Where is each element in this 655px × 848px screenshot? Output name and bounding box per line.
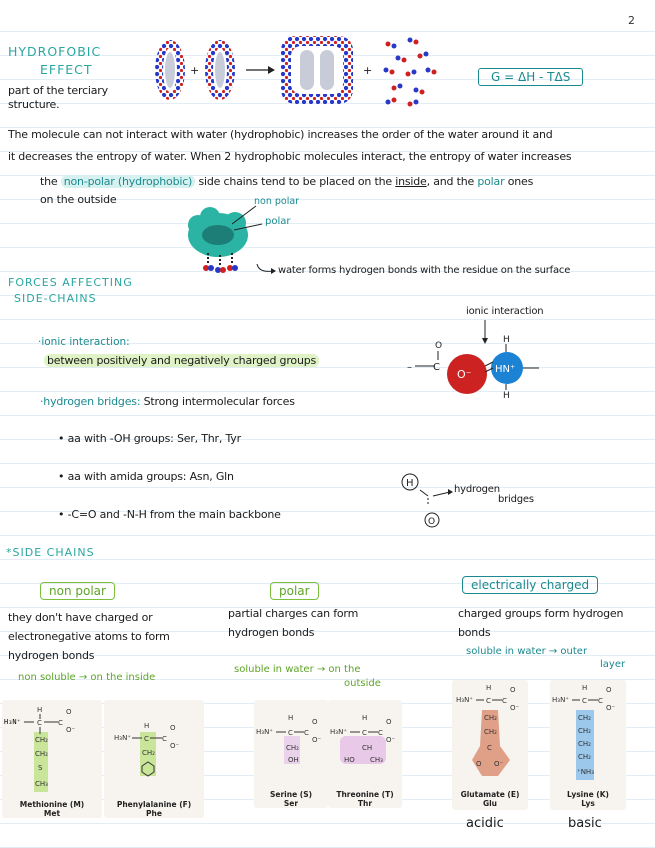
svg-text:O: O — [435, 341, 443, 351]
charged-solubility — [466, 645, 625, 671]
svg-text:H₃N⁺: H₃N⁺ — [4, 718, 21, 726]
svg-text:HN⁺: HN⁺ — [495, 364, 516, 375]
svg-text:C: C — [362, 729, 367, 737]
svg-text:⁺NH₃: ⁺NH₃ — [577, 768, 595, 776]
svg-text:O⁻: O⁻ — [170, 742, 180, 750]
svg-text:C: C — [598, 697, 603, 705]
lysine-structure — [550, 680, 626, 786]
lysine-card — [550, 680, 626, 810]
svg-text:C: C — [58, 719, 63, 727]
svg-text:CH₃: CH₃ — [370, 756, 383, 764]
text-sidechains: side chains tend to be placed on the — [198, 175, 392, 188]
svg-text:H: H — [503, 391, 510, 401]
svg-text:C: C — [37, 719, 42, 727]
polar-description — [228, 604, 358, 642]
glutamate-abbr: Glu — [482, 799, 498, 808]
svg-text:HO: HO — [344, 756, 355, 764]
svg-text:C: C — [487, 744, 492, 752]
svg-text:H₃N⁺: H₃N⁺ — [330, 728, 348, 736]
svg-text:OH: OH — [288, 756, 299, 764]
svg-text:O⁻: O⁻ — [510, 704, 520, 712]
hbridge-text: Strong intermolecular forces — [143, 395, 295, 408]
svg-text:CH₂: CH₂ — [578, 753, 591, 761]
text-on-the-outside: on the outside — [40, 193, 117, 206]
svg-text:CH: CH — [362, 744, 373, 752]
nonpolar-text-2: electronegative atoms to form — [8, 630, 170, 643]
svg-text:O: O — [386, 718, 392, 726]
svg-text:H: H — [144, 722, 150, 730]
svg-text:CH₂: CH₂ — [35, 736, 48, 744]
hbridge-bullet-oh: • aa with -OH groups: Ser, Thr, Tyr — [58, 432, 241, 445]
svg-text:O⁻: O⁻ — [66, 726, 76, 734]
charged-text-2: bonds — [458, 626, 491, 639]
curved-arrow-icon — [255, 262, 277, 276]
svg-text:H: H — [503, 335, 510, 345]
hydrophobic-effect-diagram — [148, 30, 468, 110]
svg-text:CH₂: CH₂ — [286, 744, 299, 752]
svg-text:C: C — [582, 697, 587, 705]
glutamate-structure — [452, 680, 528, 786]
svg-text:H: H — [288, 714, 294, 722]
charged-description — [458, 604, 623, 642]
svg-text:C: C — [288, 729, 293, 737]
svg-text:O⁻: O⁻ — [606, 704, 616, 712]
svg-text:H₃N⁺: H₃N⁺ — [114, 734, 132, 742]
serine-structure — [254, 700, 328, 786]
polar-solubility-2: outside — [344, 678, 381, 689]
polar-text-2: hydrogen bonds — [228, 626, 315, 639]
hbridge-heading: ·hydrogen bridges: — [40, 395, 141, 408]
svg-text:O⁻: O⁻ — [312, 736, 322, 744]
phenylalanine-structure — [104, 700, 204, 796]
polar-box: polar — [270, 582, 319, 600]
polar-solubility — [234, 663, 381, 691]
svg-text:O: O — [510, 686, 516, 694]
methionine-name: Methionine (M) — [19, 800, 85, 809]
polar-word: polar — [477, 175, 505, 188]
methionine-card — [2, 700, 102, 818]
phenylalanine-name: Phenylalanine (F) — [116, 800, 192, 809]
svg-text:O: O — [606, 686, 612, 694]
text-the: the — [40, 175, 58, 188]
svg-text:H₃N⁺: H₃N⁺ — [256, 728, 274, 736]
threonine-abbr: Thr — [357, 799, 373, 808]
svg-text:–: – — [407, 362, 412, 373]
ionic-interaction-label: ionic interaction — [466, 306, 544, 317]
nonpolar-solubility: non soluble → on the inside — [18, 672, 156, 683]
svg-text:O: O — [66, 708, 72, 716]
serine-name: Serine (S) — [269, 790, 313, 799]
threonine-structure — [328, 700, 402, 786]
charged-solubility-2: layer — [600, 659, 626, 670]
svg-text:C: C — [304, 729, 309, 737]
phenylalanine-abbr: Phe — [146, 809, 162, 818]
serine-card — [254, 700, 328, 808]
text-and-the: , and the — [426, 175, 475, 188]
glutamate-name: Glutamate (E) — [460, 790, 520, 799]
serine-abbr: Ser — [283, 799, 299, 808]
hbond-label-line1: hydrogen — [454, 484, 500, 495]
polar-solubility-1: soluble in water → on the — [234, 664, 361, 675]
forces-title-line2: SIDE-CHAINS — [14, 292, 97, 305]
svg-text:CH₂: CH₂ — [484, 728, 497, 736]
threonine-name: Threonine (T) — [336, 790, 394, 799]
nonpolar-highlight: non-polar (hydrophobic) — [61, 175, 195, 188]
svg-text:O⁻: O⁻ — [386, 736, 396, 744]
svg-text:CH₂: CH₂ — [142, 749, 155, 757]
hbridge-bullet-backbone: • -C=O and -N-H from the main backbone — [58, 508, 281, 521]
svg-text:C: C — [378, 729, 383, 737]
ionic-text — [44, 354, 319, 367]
svg-text:H₃N⁺: H₃N⁺ — [552, 696, 570, 704]
svg-text:CH₂: CH₂ — [578, 740, 591, 748]
hydrogen-bond-diagram — [398, 472, 458, 532]
hydrophobic-title-line1: HYDROFOBIC — [8, 44, 102, 59]
charged-box: electrically charged — [462, 576, 598, 594]
inside-underlined: inside — [395, 175, 427, 188]
hydrophobic-paragraph — [8, 124, 648, 168]
protein-label-nonpolar: non polar — [254, 196, 300, 207]
forces-title-line1: FORCES AFFECTING — [8, 276, 133, 289]
lysine-abbr: Lys — [581, 799, 595, 808]
hbridge-line — [40, 395, 295, 408]
gibbs-equation-box: G = ΔH - TΔS — [478, 68, 583, 86]
svg-text:CH₂: CH₂ — [484, 714, 497, 722]
basic-label: basic — [568, 816, 602, 831]
svg-text:O: O — [170, 724, 176, 732]
svg-text:C: C — [486, 697, 491, 705]
threonine-card — [328, 700, 402, 808]
hydrophobic-title-line2: EFFECT — [40, 62, 93, 77]
nonpolar-text-1: they don't have charged or — [8, 611, 153, 624]
svg-text:H: H — [486, 684, 492, 692]
hbridge-bullet-amida: • aa with amida groups: Asn, Gln — [58, 470, 234, 483]
ionic-text-highlight: between positively and negatively charged groups — [44, 354, 319, 367]
acidic-label: acidic — [466, 816, 504, 831]
arrow-right-icon — [432, 488, 454, 500]
svg-text:O: O — [476, 760, 482, 768]
svg-text:C: C — [144, 735, 149, 743]
svg-text:S: S — [38, 764, 43, 772]
svg-text:CH₃: CH₃ — [35, 780, 48, 788]
page-number: 2 — [628, 14, 635, 27]
svg-text:O: O — [428, 517, 436, 527]
nonpolar-box: non polar — [40, 582, 115, 600]
hbond-label-line2: bridges — [498, 494, 534, 505]
hydrophobic-subtitle: part of the terciary structure. — [8, 84, 108, 111]
charged-solubility-1: soluble in water → outer — [466, 646, 588, 657]
svg-text:H: H — [582, 684, 588, 692]
svg-text:+: + — [190, 64, 200, 77]
svg-text:C: C — [433, 362, 440, 373]
svg-text:O⁻: O⁻ — [457, 368, 472, 381]
paragraph-line-1: The molecule can not interact with water (hydrophobic) increases the order of the water around it and — [8, 128, 553, 141]
lysine-name: Lysine (K) — [567, 790, 609, 799]
nonpolar-text-3: hydrogen bonds — [8, 649, 95, 662]
polar-text-1: partial charges can form — [228, 607, 359, 620]
protein-label-polar: polar — [265, 216, 291, 227]
sidechain-placement-paragraph — [40, 173, 650, 209]
svg-text:C: C — [502, 697, 507, 705]
methionine-abbr: Met — [43, 809, 61, 818]
nonpolar-description — [8, 608, 170, 665]
svg-text:O: O — [312, 718, 318, 726]
svg-text:CH₂: CH₂ — [578, 714, 591, 722]
glutamate-card — [452, 680, 528, 810]
svg-text:C: C — [162, 735, 167, 743]
svg-text:O⁻: O⁻ — [494, 760, 504, 768]
ionic-heading: ·ionic interaction: — [38, 336, 130, 348]
text-ones: ones — [507, 175, 534, 188]
svg-text:H: H — [37, 706, 43, 714]
svg-text:H: H — [406, 478, 414, 489]
ionic-interaction-diagram — [405, 318, 545, 408]
methionine-structure — [2, 700, 102, 796]
svg-text:CH₂: CH₂ — [578, 727, 591, 735]
paragraph-line-2: it decreases the entropy of water. When 2 hydrophobic molecules interact, the entropy of water increases — [8, 150, 572, 163]
svg-text:H₃N⁺: H₃N⁺ — [456, 696, 474, 704]
side-chains-title: *SIDE CHAINS — [6, 546, 95, 559]
free-water-molecules — [384, 38, 437, 107]
protein-diagram-caption: water forms hydrogen bonds with the residue on the surface — [278, 265, 571, 276]
svg-text:CH₂: CH₂ — [35, 750, 48, 758]
svg-text:H: H — [362, 714, 368, 722]
charged-text-1: charged groups form hydrogen — [458, 607, 624, 620]
svg-text:+: + — [363, 64, 373, 77]
phenylalanine-card — [104, 700, 204, 818]
